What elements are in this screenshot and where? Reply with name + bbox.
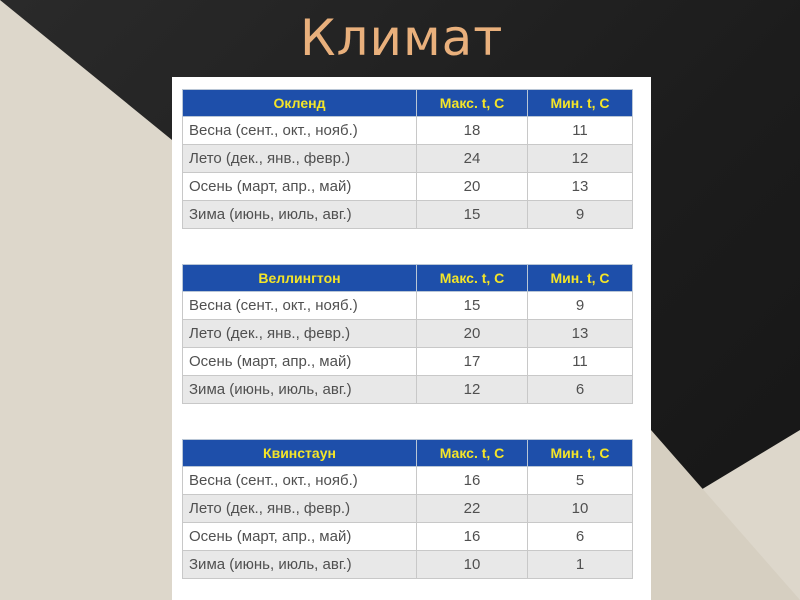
season-cell: Осень (март, апр., май) bbox=[183, 173, 417, 201]
table-row bbox=[183, 173, 633, 201]
max-temp-cell: 20 bbox=[417, 173, 528, 201]
table-row bbox=[183, 320, 633, 348]
header-city: Веллингтон bbox=[183, 265, 417, 292]
slide-title: Климат bbox=[300, 9, 504, 67]
season-cell: Осень (март, апр., май) bbox=[183, 523, 417, 551]
min-temp-cell: 13 bbox=[528, 173, 633, 201]
table-header-row bbox=[183, 265, 633, 292]
header-max-temp: Макс. t, С bbox=[417, 265, 528, 292]
max-temp-cell: 17 bbox=[417, 348, 528, 376]
min-temp-cell: 6 bbox=[528, 376, 633, 404]
season-cell: Лето (дек., янв., февр.) bbox=[183, 320, 417, 348]
climate-table bbox=[182, 89, 633, 229]
min-temp-cell: 9 bbox=[528, 201, 633, 229]
min-temp-cell: 9 bbox=[528, 292, 633, 320]
min-temp-cell: 12 bbox=[528, 145, 633, 173]
header-city: Квинстаун bbox=[183, 440, 417, 467]
season-cell: Зима (июнь, июль, авг.) bbox=[183, 201, 417, 229]
season-cell: Весна (сент., окт., нояб.) bbox=[183, 467, 417, 495]
header-max-temp: Макс. t, С bbox=[417, 90, 528, 117]
table-row bbox=[183, 376, 633, 404]
table-row bbox=[183, 292, 633, 320]
season-cell: Весна (сент., окт., нояб.) bbox=[183, 292, 417, 320]
season-cell: Лето (дек., янв., февр.) bbox=[183, 145, 417, 173]
max-temp-cell: 15 bbox=[417, 292, 528, 320]
season-cell: Осень (март, апр., май) bbox=[183, 348, 417, 376]
table-row bbox=[183, 495, 633, 523]
season-cell: Зима (июнь, июль, авг.) bbox=[183, 551, 417, 579]
table-header-row bbox=[183, 90, 633, 117]
season-cell: Весна (сент., окт., нояб.) bbox=[183, 117, 417, 145]
season-cell: Зима (июнь, июль, авг.) bbox=[183, 376, 417, 404]
table-row bbox=[183, 551, 633, 579]
min-temp-cell: 13 bbox=[528, 320, 633, 348]
min-temp-cell: 6 bbox=[528, 523, 633, 551]
max-temp-cell: 24 bbox=[417, 145, 528, 173]
climate-table bbox=[182, 439, 633, 579]
table-row bbox=[183, 523, 633, 551]
season-cell: Лето (дек., янв., февр.) bbox=[183, 495, 417, 523]
tables-panel bbox=[172, 77, 651, 600]
min-temp-cell: 10 bbox=[528, 495, 633, 523]
max-temp-cell: 16 bbox=[417, 523, 528, 551]
table-row bbox=[183, 145, 633, 173]
table-header-row bbox=[183, 440, 633, 467]
climate-table bbox=[182, 264, 633, 404]
header-min-temp: Мин. t, С bbox=[528, 440, 633, 467]
header-city: Окленд bbox=[183, 90, 417, 117]
table-row bbox=[183, 201, 633, 229]
table-row bbox=[183, 467, 633, 495]
max-temp-cell: 15 bbox=[417, 201, 528, 229]
table-row bbox=[183, 117, 633, 145]
max-temp-cell: 16 bbox=[417, 467, 528, 495]
light-diagonal-band bbox=[0, 0, 172, 600]
max-temp-cell: 18 bbox=[417, 117, 528, 145]
header-min-temp: Мин. t, С bbox=[528, 265, 633, 292]
min-temp-cell: 1 bbox=[528, 551, 633, 579]
header-max-temp: Макс. t, С bbox=[417, 440, 528, 467]
min-temp-cell: 11 bbox=[528, 348, 633, 376]
table-row bbox=[183, 348, 633, 376]
min-temp-cell: 11 bbox=[528, 117, 633, 145]
max-temp-cell: 22 bbox=[417, 495, 528, 523]
max-temp-cell: 20 bbox=[417, 320, 528, 348]
min-temp-cell: 5 bbox=[528, 467, 633, 495]
max-temp-cell: 12 bbox=[417, 376, 528, 404]
header-min-temp: Мин. t, С bbox=[528, 90, 633, 117]
max-temp-cell: 10 bbox=[417, 551, 528, 579]
